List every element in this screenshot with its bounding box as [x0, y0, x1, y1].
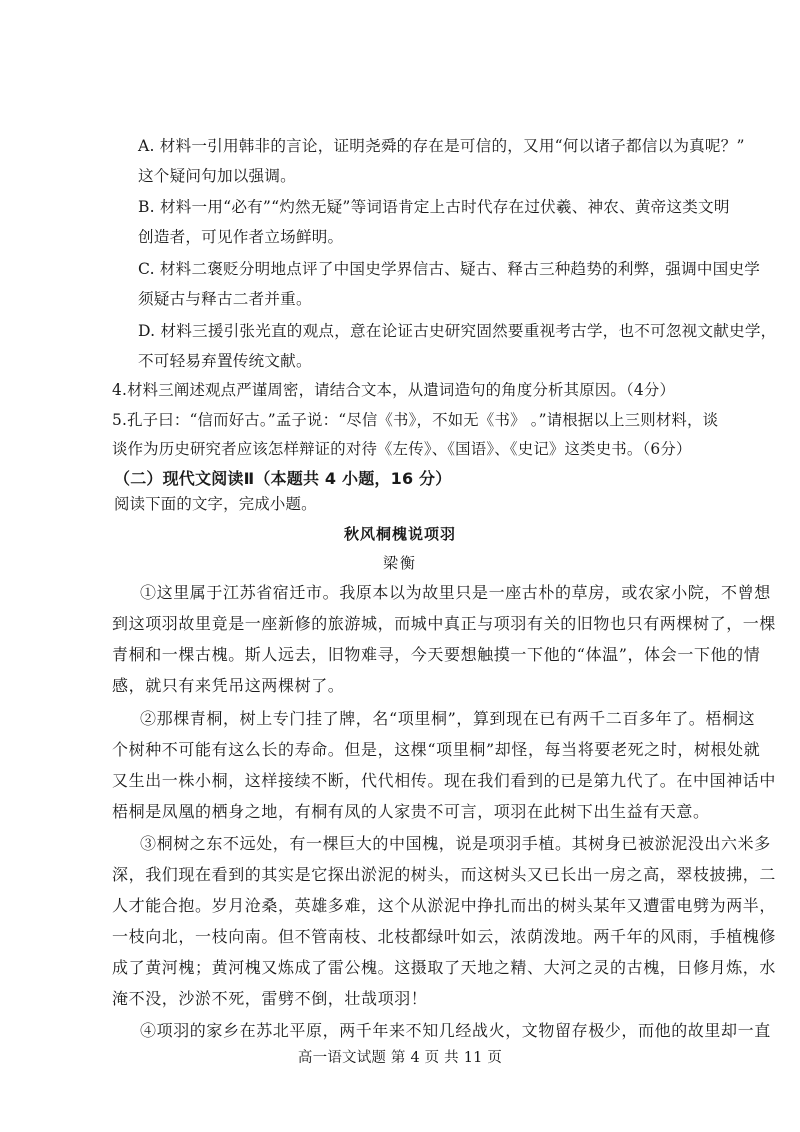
section-intro: 阅读下面的文字，完成小题。 — [114, 495, 317, 513]
paragraph-1-line-4: 感，就只有来凭吊这两棵树了。 — [112, 676, 345, 695]
question-5-line-2: 谈作为历史研究者应该怎样辩证的对待《左传》、《国语》、《史记》这类史书。（6分） — [112, 440, 692, 458]
paragraph-1-line-3: 青桐和一棵古槐。斯人远去，旧物难寻，今天要想触摸一下他的“体温”，体会一下他的情 — [112, 645, 761, 664]
option-d-line-2: 不可轻易弃置传统文献。 — [138, 352, 312, 370]
paragraph-2-line-4: 梧桐是凤凰的栖身之地，有桐有凤的人家贵不可言，项羽在此树下出生益有天意。 — [112, 802, 710, 821]
article-title: 秋风桐槐说项羽 — [343, 525, 456, 543]
paragraph-1-line-1: ①这里属于江苏省宿迁市。我原本以为故里只是一座古朴的草房，或农家小院，不曾想 — [140, 583, 771, 602]
paragraph-2-line-1: ②那棵青桐，树上专门挂了牌，名“项里桐”，算到现在已有两千二百多年了。梧桐这 — [140, 709, 756, 728]
option-d-line-1: D. 材料三援引张光直的观点，意在论证古史研究固然要重视考古学，也不可忽视文献史学， — [138, 322, 777, 340]
page-footer: 高一语文试题 第 4 页 共 11 页 — [297, 1050, 503, 1066]
paragraph-3-line-2: 深，我们现在看到的其实是它探出淤泥的树头，而这树头又已长出一房之高，翠枝披拂，二 — [112, 865, 777, 884]
paragraph-3-line-4: 一枝向北，一枝向南。但不管南枝、北枝都绿叶如云，浓荫泼地。两千年的风雨，手植槐修 — [112, 927, 777, 946]
option-b-line-2: 创造者，可见作者立场鲜明。 — [138, 228, 344, 246]
option-c-line-1: C. 材料二褒贬分明地点评了中国史学界信古、疑古、释古三种趋势的利弊，强调中国史学 — [138, 260, 761, 278]
article-author: 梁衡 — [382, 554, 417, 572]
paragraph-3-line-1: ③桐树之东不远处，有一棵巨大的中国槐，说是项羽手植。其树身已被淤泥没出六米多 — [140, 834, 771, 853]
question-5-line-1: 5.孔子曰：“信而好古。”孟子说：“尽信《书》，不如无《书》 。”请根据以上三则材料，谈 — [112, 411, 719, 429]
paragraph-2-line-3: 又生出一株小桐，这样接续不断，代代相传。现在我们看到的已是第九代了。在中国神话中 — [112, 771, 777, 790]
paragraph-3-line-5: 成了黄河槐；黄河槐又炼成了雷公槐。这摄取了天地之精、大河之灵的古槐，日修月炼，水 — [112, 958, 777, 977]
paragraph-3-line-6: 淹不没，沙淤不死，雷劈不倒，壮哉项羽！ — [112, 989, 428, 1008]
option-b-line-1: B. 材料一用“必有”“灼然无疑”等词语肯定上古时代存在过伏羲、神农、黄帝这类文明 — [138, 198, 730, 216]
paragraph-3-line-3: 人才能合抱。岁月沧桑，英雄多难，这个从淤泥中挣扎而出的树头某年又遭雷电劈为两半， — [112, 896, 777, 915]
section-heading: （二）现代文阅读Ⅱ（本题共 4 小题，16 分） — [114, 469, 452, 488]
option-a-line-2: 这个疑问句加以强调。 — [138, 167, 296, 185]
option-c-line-2: 须疑古与释古二者并重。 — [138, 290, 312, 308]
paragraph-1-line-2: 到这项羽故里竟是一座新修的旅游城，而城中真正与项羽有关的旧物也只有两棵树了，一棵 — [112, 614, 777, 633]
question-4: 4.材料三阐述观点严谨周密，请结合文本，从遣词造句的角度分析其原因。（4分） — [112, 381, 676, 399]
paragraph-4-line-1: ④项羽的家乡在苏北平原，两千年来不知几经战火，文物留存极少，而他的故里却一直 — [140, 1021, 771, 1040]
paragraph-2-line-2: 个树种不可能有这么长的寿命。但是，这棵“项里桐”却怪，每当将要老死之时，树根处就 — [112, 740, 761, 759]
option-a-line-1: A. 材料一引用韩非的言论，证明尧舜的存在是可信的，又用“何以诸子都信以为真呢？” — [138, 137, 745, 155]
